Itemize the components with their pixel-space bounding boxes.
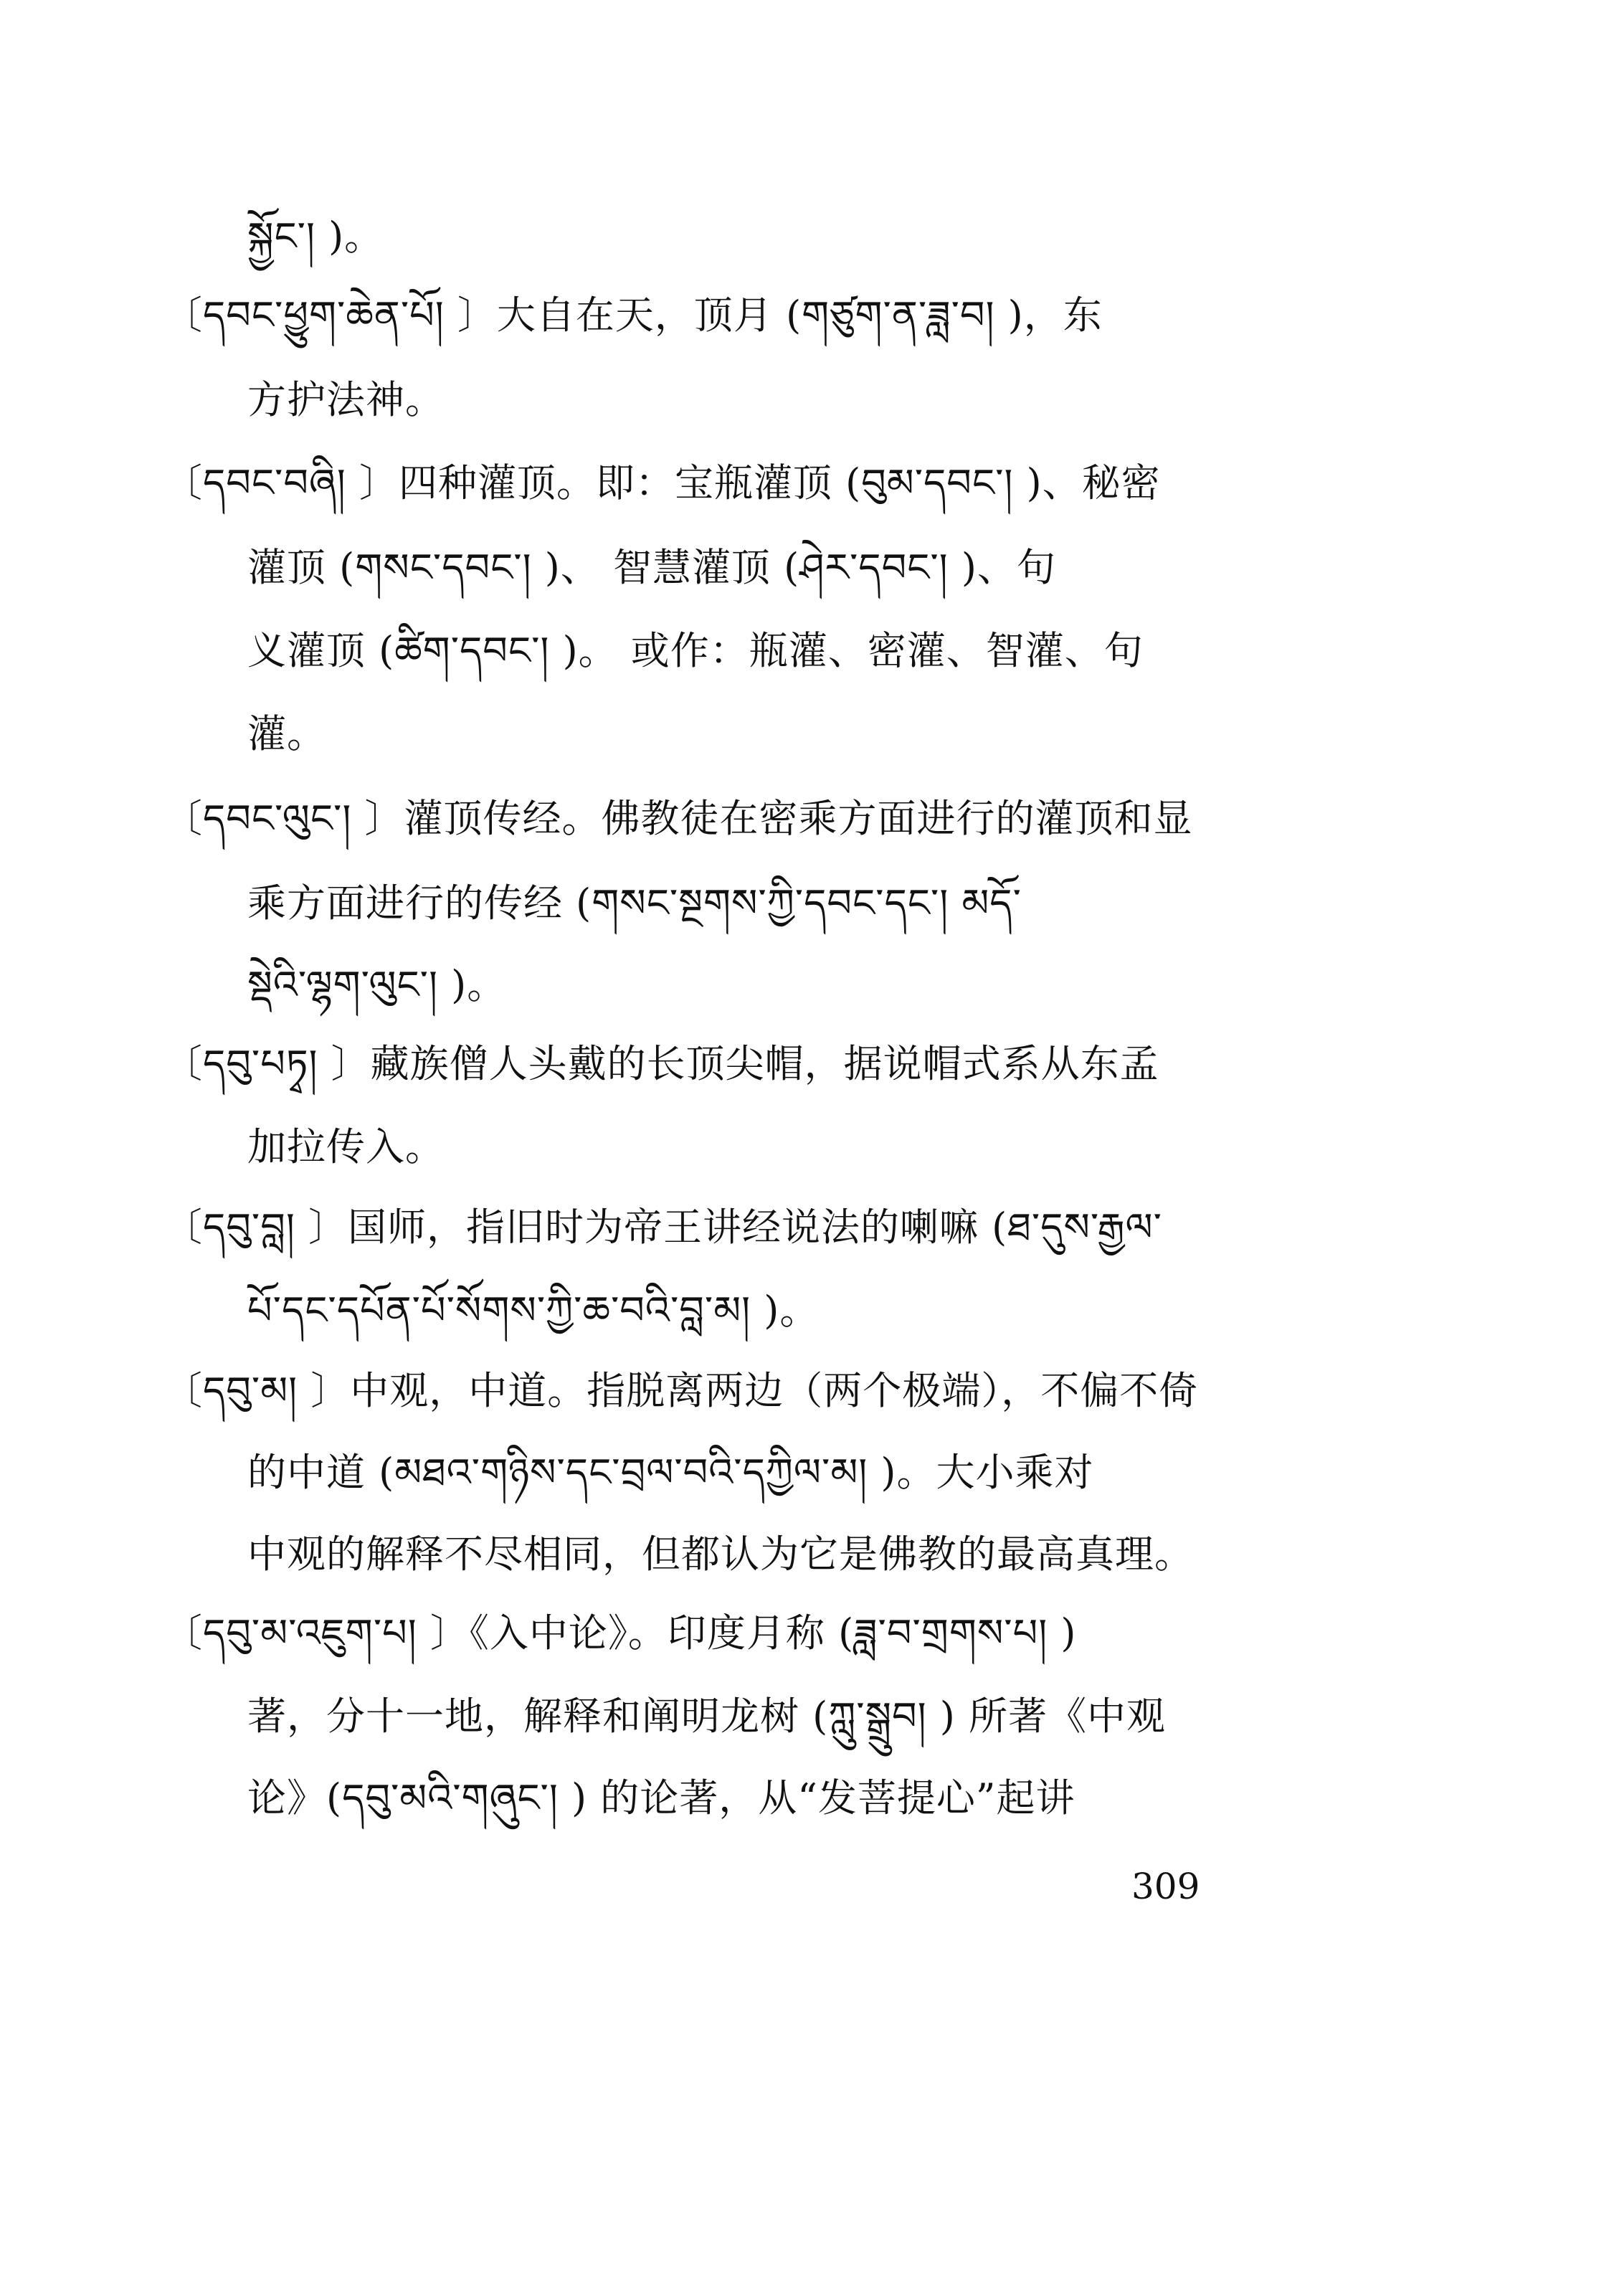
entry-text-line: 乘方面进行的传经 (གསང་སྔགས་ཀྱི་དབང་དང་། མདོ་ bbox=[247, 880, 1022, 926]
entry-headword-line: 〔དབང་ལུང་། 〕灌顶传经。佛教徒在密乘方面进行的灌顶和显 bbox=[163, 796, 1193, 841]
page-number: 309 bbox=[1131, 1866, 1200, 1907]
entry-text-line: 灌。 bbox=[247, 711, 326, 756]
entry-text-line: 论》(དབུ་མའི་གཞུང་། ) 的论著，从“发菩提心”起讲 bbox=[247, 1775, 1075, 1820]
entry-text-line: 中观的解释不尽相同，但都认为它是佛教的最高真理。 bbox=[247, 1532, 1194, 1577]
entry-headword-line: 〔དབུ་བླ། 〕国师，指旧时为帝王讲经说法的喇嘛 (ཐ་དུས་རྒྱལ་ bbox=[163, 1205, 1163, 1250]
entry-text-line: 灌顶 (གསང་དབང་། )、 智慧灌顶 (ཤེར་དབང་། )、句 bbox=[247, 545, 1056, 590]
entry-headword-line: 〔དབང་ཕྱུག་ཆེན་པོ། 〕大自在天，顶月 (གཙུག་ན་ཟླ་བ། )，东 bbox=[163, 293, 1103, 338]
entry-headword-line: 〔དབུ་མ་འཇུག་པ། 〕《入中论》。印度月称 (ཟླ་བ་གྲགས་པ། ) bbox=[163, 1610, 1077, 1656]
entry-text-line: སྡེའི་ལྷག་ལུང་། )。 bbox=[247, 962, 507, 1007]
entry-headword-line: 〔དབུ་མ། 〕中观，中道。指脱离两边（两个极端），不偏不倚 bbox=[163, 1368, 1199, 1413]
entry-headword-line: 〔དབང་བཞི། 〕四种灌顶。即：宝瓶灌顶 (བུམ་དབང་། )、秘密 bbox=[163, 460, 1161, 505]
entry-text-line: སྐྱོང་། )。 bbox=[247, 214, 384, 259]
entry-text-line: 的中道 (མཐའ་གཉིས་དང་བྲལ་བའི་དཀྱིལ་མ། )。大小乘对 bbox=[247, 1450, 1094, 1495]
entry-headword-line: 〔དབུ་པཏྭ། 〕藏族僧人头戴的长顶尖帽，据说帽式系从东孟 bbox=[163, 1041, 1159, 1086]
entry-text-line: 方护法神。 bbox=[247, 377, 445, 422]
entry-text-line: 义灌顶 (ཚིག་དབང་། )。 或作：瓶灌、密灌、智灌、句 bbox=[247, 628, 1144, 673]
entry-text-line: པོ་དང་དཔོན་པོ་སོགས་ཀྱི་ཆ་བའི་བླ་མ། )。 bbox=[247, 1288, 820, 1333]
entry-text-line: 著，分十一地，解释和阐明龙树 (ཀླུ་སྒྲུབ། ) 所著《中观 bbox=[247, 1694, 1167, 1739]
entry-text-line: 加拉传入。 bbox=[247, 1124, 445, 1169]
